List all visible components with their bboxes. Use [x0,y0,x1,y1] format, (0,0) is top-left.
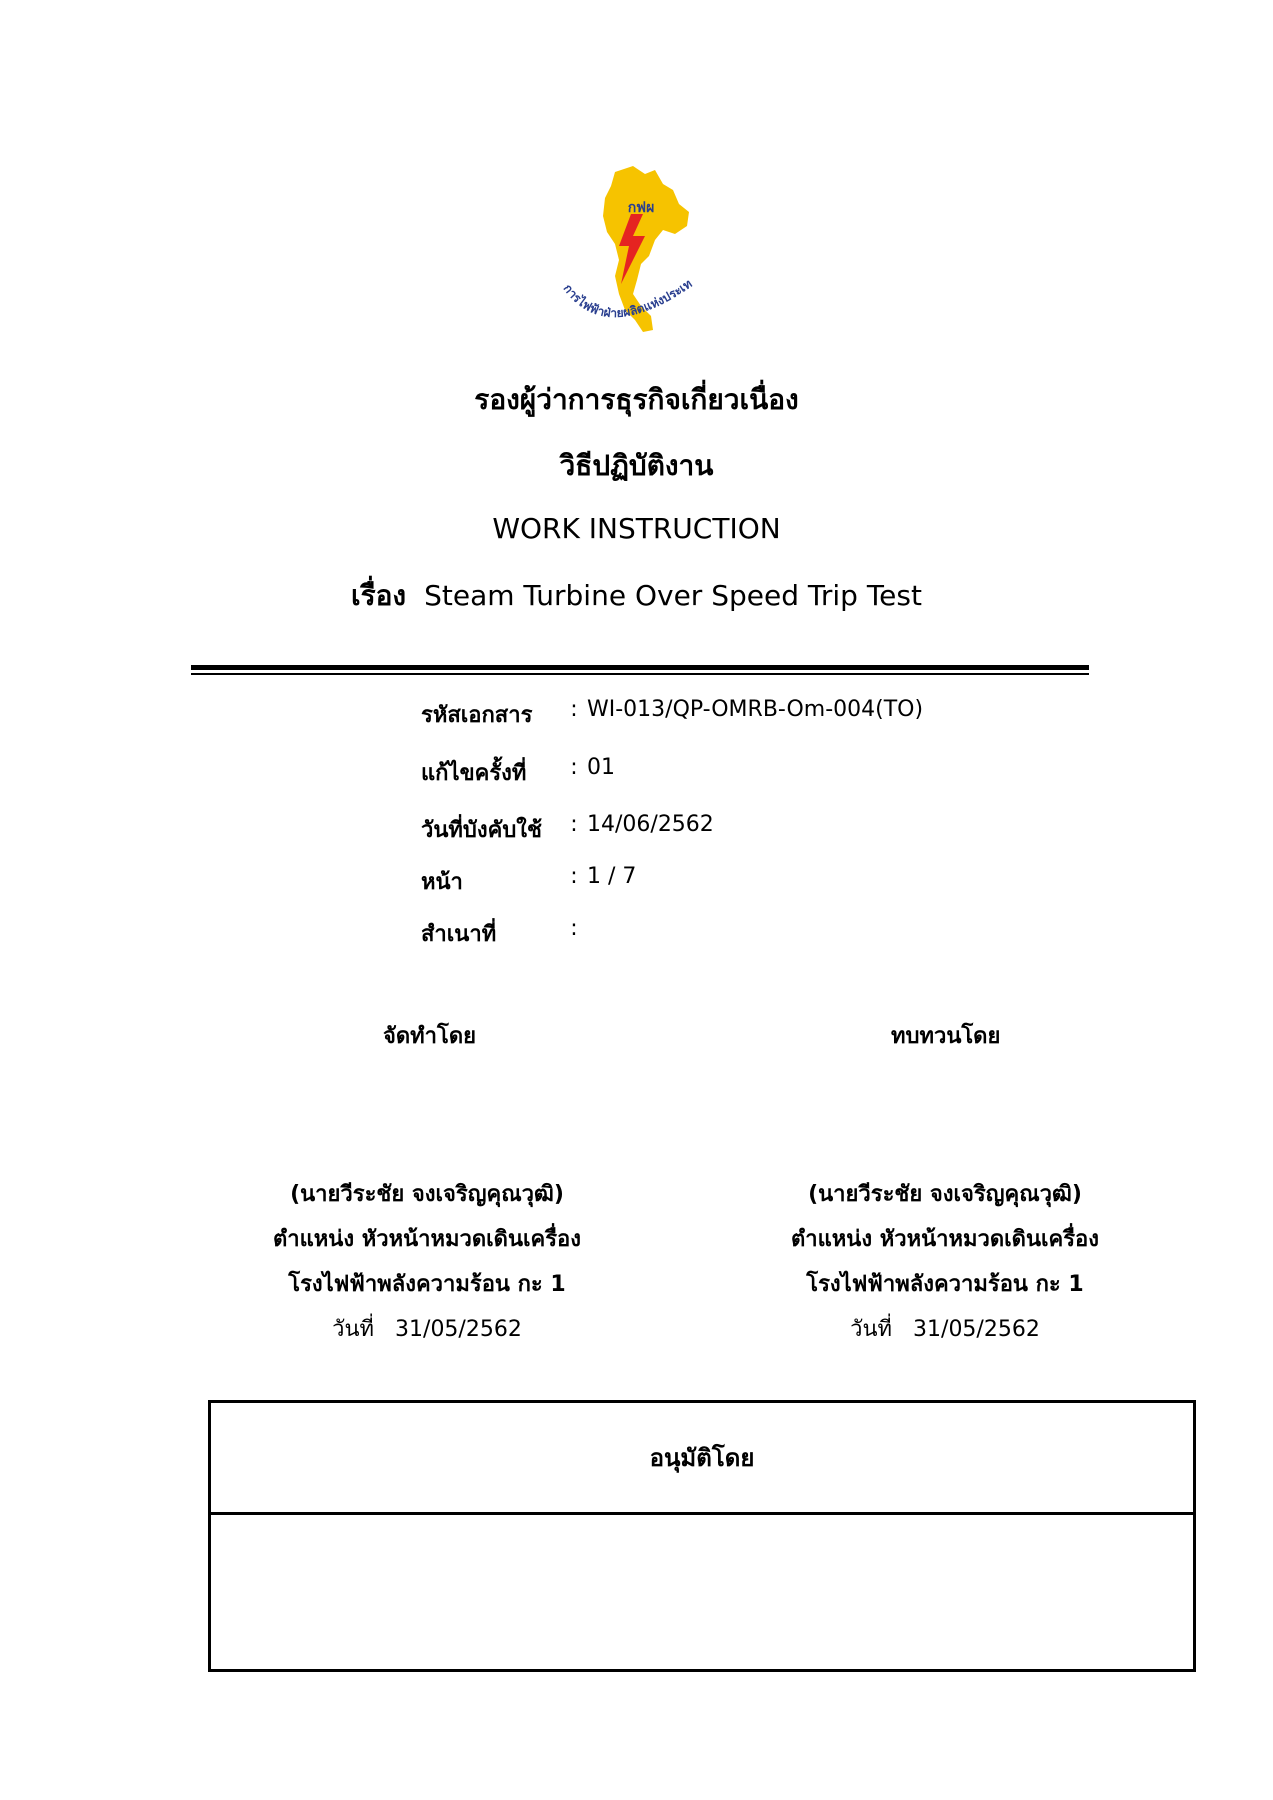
reviewed-by-signature-block [735,1172,1155,1352]
meta-label: แก้ไขครั้งที่ [421,761,527,786]
approval-signature-area [211,1515,1193,1669]
signer-position: ตำแหน่ง หัวหน้าหมวดเดินเครื่อง [272,1227,581,1252]
meta-colon: : [570,864,578,889]
document-subject [0,574,1273,618]
date-value: 31/05/2562 [913,1317,1040,1342]
signer-position: ตำแหน่ง หัวหน้าหมวดเดินเครื่อง [790,1227,1099,1252]
meta-value: 1 / 7 [587,864,637,889]
meta-label: สำเนาที่ [421,922,497,947]
signer-unit: โรงไฟฟ้าพลังความร้อน กะ 1 [288,1272,566,1297]
reviewed-by-heading: ทบทวนโดย [891,1024,1001,1049]
company-logo [545,160,745,350]
prepared-by-signature-block [217,1172,637,1352]
date-label: วันที่ [332,1317,375,1342]
signature-date [735,1307,1155,1352]
meta-label: วันที่บังคับใช้ [421,818,542,843]
meta-value: 01 [587,755,615,780]
signer-name: (นายวีระชัย จงเจริญคุณวุฒิ) [808,1182,1082,1207]
logo-mark-text: กฟผ [627,200,655,216]
meta-value: WI-013/QP-OMRB-Om-004(TO) [587,697,924,722]
meta-label: หน้า [421,870,463,895]
department-title: รองผู้ว่าการธุรกิจเกี่ยวเนื่อง [474,383,799,416]
date-label: วันที่ [850,1317,893,1342]
document-type-english: WORK INSTRUCTION [492,512,781,545]
signature-date [217,1307,637,1352]
subject-label: เรื่อง [351,579,407,612]
meta-row-copy-number [421,916,587,951]
meta-colon: : [570,916,578,941]
meta-colon: : [570,812,578,837]
divider-thick [191,665,1089,670]
document-type-thai: วิธีปฏิบัติงาน [559,449,714,482]
subject-text: Steam Turbine Over Speed Trip Test [424,579,922,612]
meta-row-document-code [421,697,923,732]
approval-box [208,1400,1196,1672]
prepared-by-heading: จัดทำโดย [383,1024,477,1049]
meta-value: 14/06/2562 [587,812,714,837]
meta-colon: : [570,697,578,722]
meta-row-page [421,864,636,899]
logo-ring-text: การไฟฟ้าฝ่ายผลิตแห่งประเท [560,276,695,321]
meta-colon: : [570,755,578,780]
approved-by-heading: อนุมัติโดย [211,1403,1193,1515]
meta-row-effective-date [421,812,714,847]
divider-thin [191,673,1089,675]
signer-unit: โรงไฟฟ้าพลังความร้อน กะ 1 [806,1272,1084,1297]
meta-label: รหัสเอกสาร [421,703,533,728]
signer-name: (นายวีระชัย จงเจริญคุณวุฒิ) [290,1182,564,1207]
date-value: 31/05/2562 [395,1317,522,1342]
meta-row-revision [421,755,615,790]
